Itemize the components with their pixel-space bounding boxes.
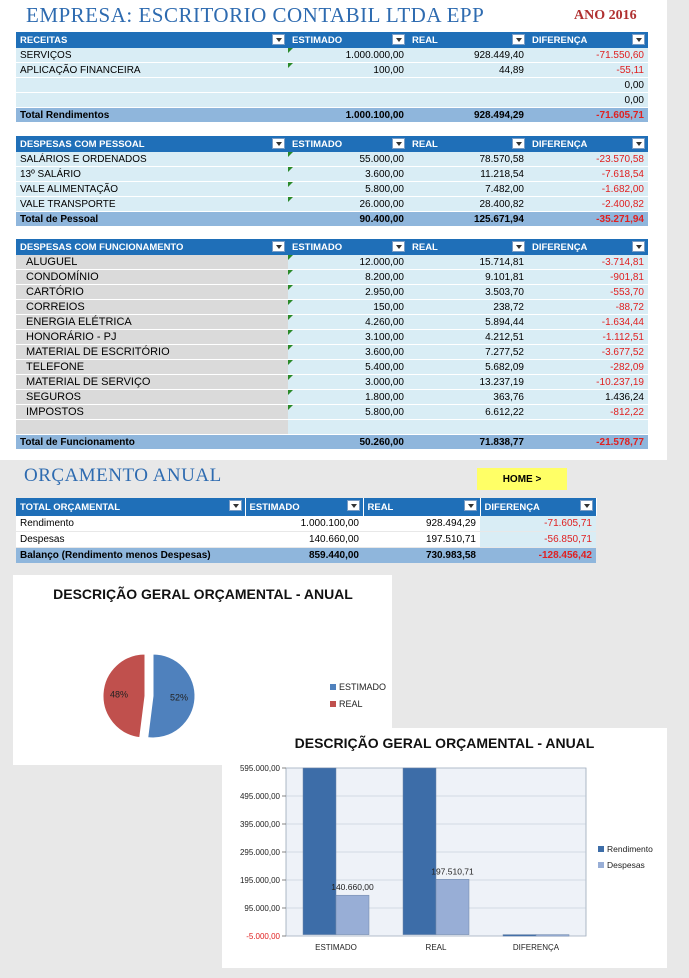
table-row bbox=[16, 360, 648, 375]
home-button[interactable]: HOME > bbox=[477, 468, 567, 490]
error-indicator-icon bbox=[288, 182, 293, 187]
table-row bbox=[16, 255, 648, 270]
cell-label[interactable]: VALE TRANSPORTE bbox=[16, 197, 288, 212]
total-row bbox=[16, 212, 648, 227]
table-row bbox=[16, 270, 648, 285]
cell-estimado[interactable]: 8.200,00 bbox=[288, 270, 408, 285]
table-row bbox=[16, 405, 648, 420]
cell-label[interactable]: MATERIAL DE SERVIÇO bbox=[16, 375, 288, 390]
real-header[interactable]: REAL bbox=[363, 498, 480, 516]
cell-real[interactable]: 5.894,44 bbox=[408, 315, 528, 330]
real-header[interactable]: REAL bbox=[408, 32, 528, 48]
cell-diferenca[interactable]: -812,22 bbox=[528, 405, 648, 420]
cell-real[interactable]: 11.218,54 bbox=[408, 167, 528, 182]
estimado-header[interactable]: ESTIMADO bbox=[288, 136, 408, 152]
cell-diferenca[interactable]: -1.112,51 bbox=[528, 330, 648, 345]
y-tick-label: 195.000,00 bbox=[239, 876, 280, 885]
table-row bbox=[16, 330, 648, 345]
table-row bbox=[16, 78, 648, 93]
error-indicator-icon bbox=[288, 255, 293, 260]
y-tick-label: 395.000,00 bbox=[239, 820, 280, 829]
error-indicator-icon bbox=[288, 330, 293, 335]
total-estimado[interactable]: 90.400,00 bbox=[288, 212, 408, 227]
cell-label[interactable]: CARTÓRIO bbox=[16, 285, 288, 300]
legend-swatch bbox=[330, 684, 336, 690]
cell-real[interactable]: 5.682,09 bbox=[408, 360, 528, 375]
estimado-header[interactable]: ESTIMADO bbox=[288, 32, 408, 48]
filter-dropdown-icon[interactable] bbox=[632, 241, 645, 252]
receitas-table bbox=[16, 32, 648, 122]
cell-real[interactable]: 363,76 bbox=[408, 390, 528, 405]
error-indicator-icon bbox=[288, 63, 293, 68]
filter-dropdown-icon[interactable] bbox=[392, 34, 405, 45]
cell-real[interactable]: 44,89 bbox=[408, 63, 528, 78]
cell-real[interactable]: 7.277,52 bbox=[408, 345, 528, 360]
table-row bbox=[16, 390, 648, 405]
cell-estimado[interactable]: 1.800,00 bbox=[288, 390, 408, 405]
cell-estimado[interactable]: 5.800,00 bbox=[288, 182, 408, 197]
cell-estimado[interactable]: 1.000.000,00 bbox=[288, 48, 408, 63]
y-tick-label: -5.000,00 bbox=[246, 932, 280, 941]
funcionamento-body bbox=[16, 255, 648, 435]
cell-label[interactable]: IMPOSTOS bbox=[16, 405, 288, 420]
cell-diferenca[interactable]: -10.237,19 bbox=[528, 375, 648, 390]
orcamento-title: ORÇAMENTO ANUAL bbox=[24, 465, 222, 486]
table-row bbox=[16, 197, 648, 212]
table-row bbox=[16, 532, 596, 548]
pessoal-header[interactable]: DESPESAS COM PESSOAL bbox=[16, 136, 288, 152]
cell-estimado[interactable]: 4.260,00 bbox=[288, 315, 408, 330]
cell-diferenca[interactable]: -3.714,81 bbox=[528, 255, 648, 270]
cell-label[interactable]: TELEFONE bbox=[16, 360, 288, 375]
total-diferenca[interactable]: -35.271,94 bbox=[528, 212, 648, 227]
total-row bbox=[16, 108, 648, 123]
cell-label[interactable]: VALE ALIMENTAÇÃO bbox=[16, 182, 288, 197]
table-row bbox=[16, 285, 648, 300]
filter-dropdown-icon[interactable] bbox=[392, 138, 405, 149]
cell-real[interactable]: 928.494,29 bbox=[363, 516, 480, 532]
cell-label[interactable] bbox=[16, 420, 288, 435]
total-real[interactable]: 71.838,77 bbox=[408, 435, 528, 450]
cell-estimado[interactable]: 12.000,00 bbox=[288, 255, 408, 270]
bar-rendimento-0 bbox=[303, 768, 336, 935]
cell-label[interactable]: SEGUROS bbox=[16, 390, 288, 405]
error-indicator-icon bbox=[288, 300, 293, 305]
filter-dropdown-icon[interactable] bbox=[512, 138, 525, 149]
cell-diferenca[interactable]: -7.618,54 bbox=[528, 167, 648, 182]
diferenca-header[interactable]: DIFERENÇA bbox=[528, 32, 648, 48]
table-row bbox=[16, 48, 648, 63]
bar-rendimento-2 bbox=[503, 935, 536, 937]
total-label[interactable]: Total de Pessoal bbox=[16, 212, 288, 227]
funcionamento-header[interactable]: DESPESAS COM FUNCIONAMENTO bbox=[16, 239, 288, 255]
legend-label: Rendimento bbox=[607, 844, 653, 854]
total-label[interactable]: Total Rendimentos bbox=[16, 108, 288, 123]
x-tick-label: ESTIMADO bbox=[315, 943, 357, 952]
receitas-header-row bbox=[16, 32, 648, 48]
cell-real[interactable] bbox=[408, 93, 528, 108]
bar-despesas-1 bbox=[436, 879, 469, 934]
cell-estimado[interactable]: 3.100,00 bbox=[288, 330, 408, 345]
cell-diferenca[interactable]: -2.400,82 bbox=[528, 197, 648, 212]
pie-data-label: 48% bbox=[110, 689, 129, 700]
y-tick-label: 495.000,00 bbox=[239, 792, 280, 801]
filter-dropdown-icon[interactable] bbox=[392, 241, 405, 252]
cell-estimado[interactable] bbox=[288, 78, 408, 93]
cell-label[interactable]: CONDOMÍNIO bbox=[16, 270, 288, 285]
total-row bbox=[16, 548, 596, 564]
cell-real[interactable]: 28.400,82 bbox=[408, 197, 528, 212]
pessoal-table bbox=[16, 136, 648, 226]
total-estimado[interactable]: 1.000.100,00 bbox=[288, 108, 408, 123]
y-tick-label: 595.000,00 bbox=[239, 764, 280, 773]
cell-real[interactable]: 4.212,51 bbox=[408, 330, 528, 345]
filter-dropdown-icon[interactable] bbox=[347, 500, 360, 511]
funcionamento-header-row bbox=[16, 239, 648, 255]
cell-label[interactable]: SERVIÇOS bbox=[16, 48, 288, 63]
diferenca-header[interactable]: DIFERENÇA bbox=[528, 136, 648, 152]
cell-real[interactable] bbox=[408, 420, 528, 435]
table-row bbox=[16, 63, 648, 78]
total-real[interactable]: 125.671,94 bbox=[408, 212, 528, 227]
total-estimado[interactable]: 859.440,00 bbox=[245, 548, 363, 564]
cell-real[interactable]: 3.503,70 bbox=[408, 285, 528, 300]
filter-dropdown-icon[interactable] bbox=[464, 500, 477, 511]
filter-dropdown-icon[interactable] bbox=[272, 138, 285, 149]
cell-diferenca[interactable]: -23.570,58 bbox=[528, 152, 648, 167]
filter-dropdown-icon[interactable] bbox=[512, 241, 525, 252]
cell-real[interactable]: 6.612,22 bbox=[408, 405, 528, 420]
cell-estimado[interactable]: 3.600,00 bbox=[288, 345, 408, 360]
year-label: ANO 2016 bbox=[574, 8, 637, 23]
legend-label: Despesas bbox=[607, 860, 645, 870]
total-real[interactable]: 730.983,58 bbox=[363, 548, 480, 564]
error-indicator-icon bbox=[288, 315, 293, 320]
bar-chart-panel[interactable] bbox=[222, 728, 667, 968]
cell-estimado[interactable]: 26.000,00 bbox=[288, 197, 408, 212]
cell-diferenca[interactable]: -1.682,00 bbox=[528, 182, 648, 197]
cell-label[interactable]: HONORÁRIO - PJ bbox=[16, 330, 288, 345]
cell-diferenca[interactable]: 0,00 bbox=[528, 78, 648, 93]
cell-estimado[interactable] bbox=[288, 420, 408, 435]
bar-chart bbox=[222, 728, 667, 968]
pie-data-label: 52% bbox=[169, 692, 188, 703]
cell-estimado[interactable] bbox=[288, 93, 408, 108]
cell-diferenca[interactable]: -56.850,71 bbox=[480, 532, 596, 548]
cell-real[interactable]: 9.101,81 bbox=[408, 270, 528, 285]
filter-dropdown-icon[interactable] bbox=[580, 500, 593, 511]
cell-estimado[interactable]: 1.000.100,00 bbox=[245, 516, 363, 532]
cell-real[interactable]: 238,72 bbox=[408, 300, 528, 315]
cell-estimado[interactable]: 100,00 bbox=[288, 63, 408, 78]
cell-label[interactable]: MATERIAL DE ESCRITÓRIO bbox=[16, 345, 288, 360]
cell-diferenca[interactable]: -553,70 bbox=[528, 285, 648, 300]
filter-dropdown-icon[interactable] bbox=[272, 241, 285, 252]
x-tick-label: REAL bbox=[425, 943, 447, 952]
cell-diferenca[interactable]: -901,81 bbox=[528, 270, 648, 285]
estimado-header[interactable]: ESTIMADO bbox=[245, 498, 363, 516]
cell-label[interactable]: CORREIOS bbox=[16, 300, 288, 315]
error-indicator-icon bbox=[288, 48, 293, 53]
legend-label: REAL bbox=[339, 699, 363, 709]
cell-diferenca[interactable]: 0,00 bbox=[528, 93, 648, 108]
total-diferenca[interactable]: -128.456,42 bbox=[480, 548, 596, 564]
orcamento-header-row bbox=[16, 498, 596, 516]
table-row bbox=[16, 300, 648, 315]
cell-label[interactable] bbox=[16, 78, 288, 93]
orcamento-table bbox=[16, 498, 597, 563]
table-row bbox=[16, 182, 648, 197]
error-indicator-icon bbox=[288, 270, 293, 275]
cell-label[interactable]: Rendimento bbox=[16, 516, 245, 532]
cell-diferenca[interactable] bbox=[528, 420, 648, 435]
cell-diferenca[interactable]: -55,11 bbox=[528, 63, 648, 78]
cell-diferenca[interactable]: 1.436,24 bbox=[528, 390, 648, 405]
cell-diferenca[interactable]: -282,09 bbox=[528, 360, 648, 375]
cell-estimado[interactable]: 3.000,00 bbox=[288, 375, 408, 390]
cell-estimado[interactable]: 55.000,00 bbox=[288, 152, 408, 167]
error-indicator-icon bbox=[288, 167, 293, 172]
error-indicator-icon bbox=[288, 360, 293, 365]
cell-estimado[interactable]: 5.400,00 bbox=[288, 360, 408, 375]
cell-real[interactable]: 928.449,40 bbox=[408, 48, 528, 63]
y-tick-label: 95.000,00 bbox=[244, 904, 280, 913]
cell-label[interactable]: 13º SALÁRIO bbox=[16, 167, 288, 182]
cell-estimado[interactable]: 140.660,00 bbox=[245, 532, 363, 548]
error-indicator-icon bbox=[288, 405, 293, 410]
cell-label[interactable]: SALÁRIOS E ORDENADOS bbox=[16, 152, 288, 167]
total-estimado[interactable]: 50.260,00 bbox=[288, 435, 408, 450]
real-header[interactable]: REAL bbox=[408, 239, 528, 255]
legend-swatch bbox=[598, 846, 604, 852]
cell-label[interactable]: ENERGIA ELÉTRICA bbox=[16, 315, 288, 330]
error-indicator-icon bbox=[288, 285, 293, 290]
cell-diferenca[interactable]: -3.677,52 bbox=[528, 345, 648, 360]
cell-diferenca[interactable]: -71.550,60 bbox=[528, 48, 648, 63]
cell-real[interactable]: 197.510,71 bbox=[363, 532, 480, 548]
cell-real[interactable]: 13.237,19 bbox=[408, 375, 528, 390]
cell-estimado[interactable]: 5.800,00 bbox=[288, 405, 408, 420]
pie-chart-title: DESCRIÇÃO GERAL ORÇAMENTAL - ANUAL bbox=[53, 586, 353, 602]
total-label[interactable]: Total de Funcionamento bbox=[16, 435, 288, 450]
legend-swatch bbox=[598, 862, 604, 868]
total-row bbox=[16, 435, 648, 450]
cell-estimado[interactable]: 2.950,00 bbox=[288, 285, 408, 300]
bar-rendimento-1 bbox=[403, 768, 436, 935]
table-row bbox=[16, 152, 648, 167]
cell-real[interactable]: 78.570,58 bbox=[408, 152, 528, 167]
error-indicator-icon bbox=[288, 152, 293, 157]
filter-dropdown-icon[interactable] bbox=[632, 138, 645, 149]
spreadsheet bbox=[0, 0, 667, 460]
pessoal-header-row bbox=[16, 136, 648, 152]
filter-dropdown-icon[interactable] bbox=[512, 34, 525, 45]
y-tick-label: 295.000,00 bbox=[239, 848, 280, 857]
company-title: EMPRESA: ESCRITORIO CONTABIL LTDA EPP bbox=[26, 3, 485, 27]
total-label[interactable]: Balanço (Rendimento menos Despesas) bbox=[16, 548, 245, 564]
table-row bbox=[16, 420, 648, 435]
cell-real[interactable] bbox=[408, 78, 528, 93]
diferenca-header[interactable]: DIFERENÇA bbox=[528, 239, 648, 255]
diferenca-header[interactable]: DIFERENÇA bbox=[480, 498, 596, 516]
cell-diferenca[interactable]: -88,72 bbox=[528, 300, 648, 315]
cell-estimado[interactable]: 150,00 bbox=[288, 300, 408, 315]
cell-real[interactable]: 7.482,00 bbox=[408, 182, 528, 197]
cell-real[interactable]: 15.714,81 bbox=[408, 255, 528, 270]
table-row bbox=[16, 345, 648, 360]
table-row bbox=[16, 167, 648, 182]
cell-label[interactable]: Despesas bbox=[16, 532, 245, 548]
error-indicator-icon bbox=[288, 345, 293, 350]
total-real[interactable]: 928.494,29 bbox=[408, 108, 528, 123]
bar-data-label: 197.510,71 bbox=[431, 866, 474, 877]
cell-label[interactable] bbox=[16, 93, 288, 108]
cell-label[interactable]: APLICAÇÃO FINANCEIRA bbox=[16, 63, 288, 78]
estimado-header[interactable]: ESTIMADO bbox=[288, 239, 408, 255]
total-diferenca[interactable]: -21.578,77 bbox=[528, 435, 648, 450]
cell-diferenca[interactable]: -71.605,71 bbox=[480, 516, 596, 532]
error-indicator-icon bbox=[288, 390, 293, 395]
error-indicator-icon bbox=[288, 197, 293, 202]
real-header[interactable]: REAL bbox=[408, 136, 528, 152]
total-orcamental-header[interactable]: TOTAL ORÇAMENTAL bbox=[16, 498, 245, 516]
funcionamento-table bbox=[16, 239, 648, 449]
table-row bbox=[16, 375, 648, 390]
cell-label[interactable]: ALUGUEL bbox=[16, 255, 288, 270]
total-diferenca[interactable]: -71.605,71 bbox=[528, 108, 648, 123]
bar-despesas-2 bbox=[536, 935, 569, 937]
cell-estimado[interactable]: 3.600,00 bbox=[288, 167, 408, 182]
bar-data-label: 140.660,00 bbox=[331, 882, 374, 893]
legend-swatch bbox=[330, 701, 336, 707]
bar-despesas-0 bbox=[336, 895, 369, 934]
table-row bbox=[16, 93, 648, 108]
legend-label: ESTIMADO bbox=[339, 682, 387, 692]
bar-chart-title: DESCRIÇÃO GERAL ORÇAMENTAL - ANUAL bbox=[294, 735, 595, 751]
filter-dropdown-icon[interactable] bbox=[632, 34, 645, 45]
cell-diferenca[interactable]: -1.634,44 bbox=[528, 315, 648, 330]
receitas-header[interactable]: RECEITAS bbox=[16, 32, 288, 48]
filter-dropdown-icon[interactable] bbox=[272, 34, 285, 45]
error-indicator-icon bbox=[288, 375, 293, 380]
filter-dropdown-icon[interactable] bbox=[229, 500, 242, 511]
table-row bbox=[16, 315, 648, 330]
x-tick-label: DIFERENÇA bbox=[512, 943, 560, 952]
table-row bbox=[16, 516, 596, 532]
